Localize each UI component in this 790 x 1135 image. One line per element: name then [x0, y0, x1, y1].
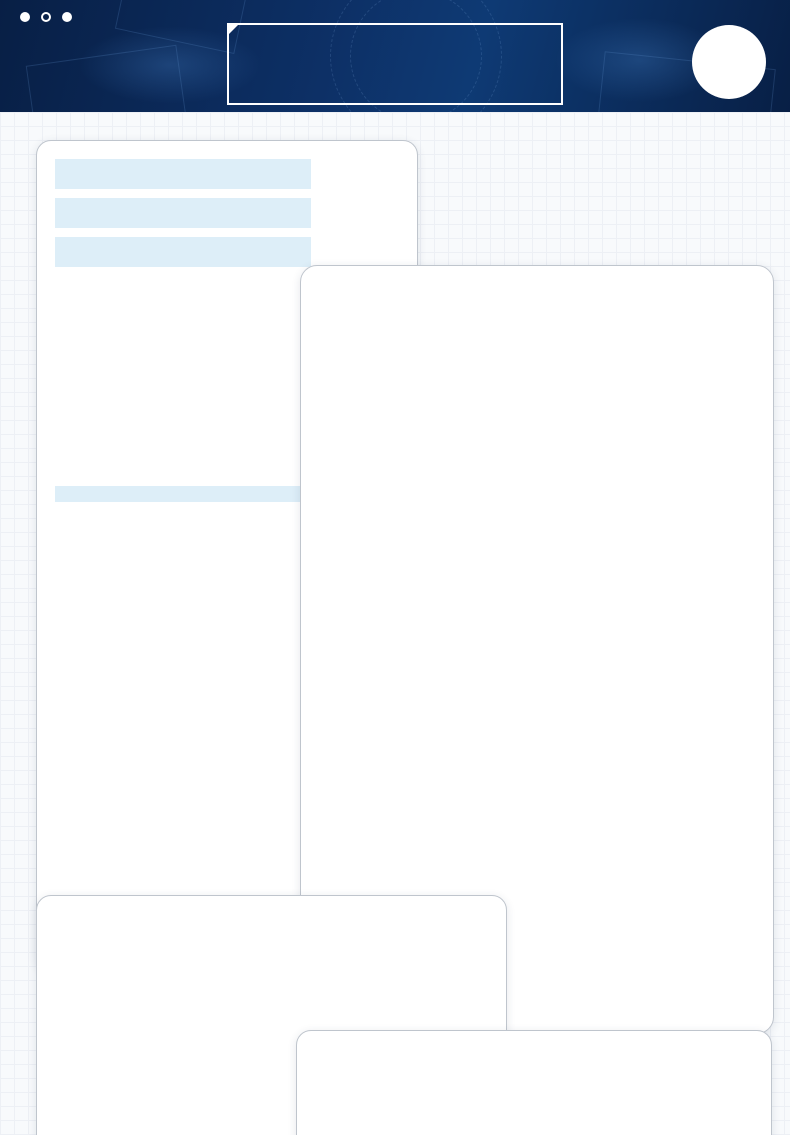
- figure-6-18-subplot-b-sascore-density: [537, 308, 764, 470]
- banner: [0, 0, 790, 112]
- brand-logo: [692, 25, 766, 99]
- window-dots: [20, 12, 72, 22]
- figure-6-18-subplot-a-logp-hist: [306, 308, 533, 470]
- equation-2-17: [55, 198, 311, 228]
- figure-6-18-subplot-d-shape-triangle: [537, 476, 764, 638]
- residue-chain-diagram: [297, 1031, 771, 1135]
- paragraph-continuation: [311, 282, 763, 304]
- window-dot-filled: [62, 12, 72, 22]
- equation-2-16: [55, 159, 311, 189]
- equation-2-18: [55, 237, 311, 267]
- equation-block-deep-rnn: [55, 486, 311, 502]
- window-dot-filled: [20, 12, 30, 22]
- equation-rows: [55, 159, 311, 276]
- figure-6-18: [306, 308, 764, 638]
- figure-caption: [301, 646, 773, 660]
- figure-6-18-subplot-c-mw-hist: [306, 476, 533, 638]
- banner-title-box: [227, 23, 563, 105]
- figure-7-2-caption: [194, 1124, 204, 1135]
- book-page-residue-chain: [296, 1030, 772, 1135]
- window-dot-hollow: [41, 12, 51, 22]
